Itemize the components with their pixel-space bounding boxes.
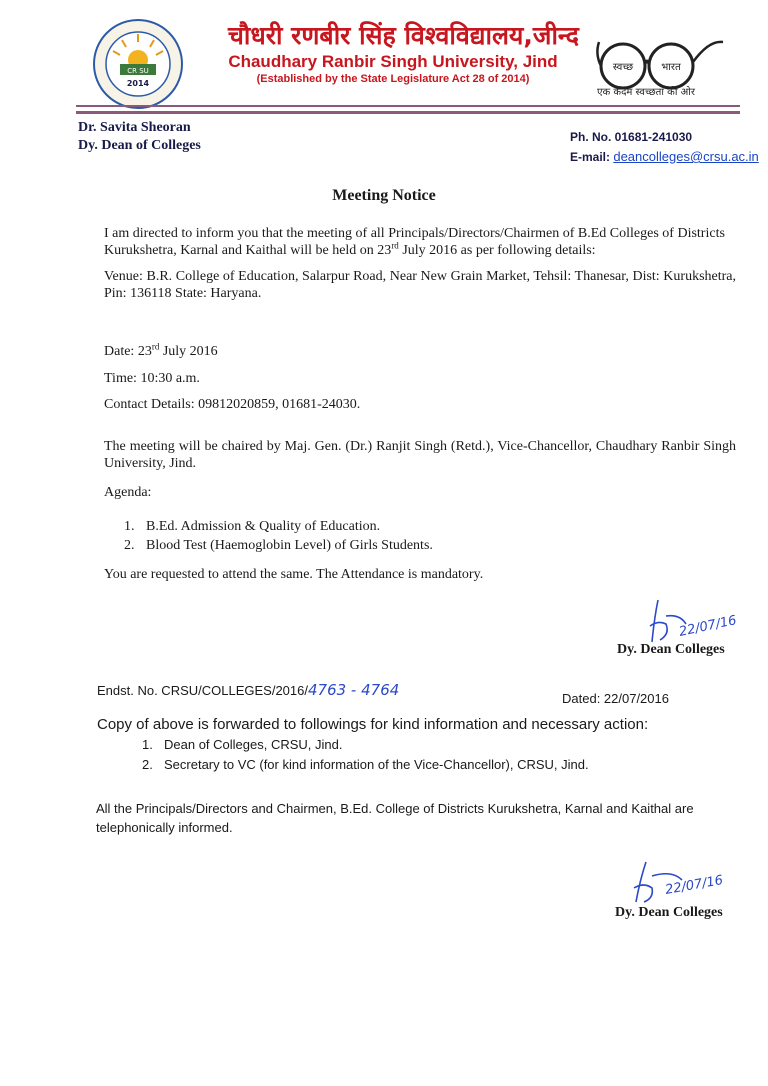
signatory-label-2: Dy. Dean Colleges [615, 905, 723, 920]
email-label: E-mail: [570, 150, 614, 164]
copy-recipient: 1. Dean of Colleges, CRSU, Jind. [142, 737, 343, 752]
swachh-tagline: एक कदम स्वच्छता की ओर [597, 87, 695, 98]
university-emblem-logo [92, 18, 184, 110]
emblem-year: 2014 [126, 79, 150, 88]
notice-title: Meeting Notice [332, 187, 436, 204]
chair-paragraph: The meeting will be chaired by Maj. Gen. (Dr.) Ranjit Singh (Retd.), Vice-Chancellor, Chaudhary Ranbir Singh University, Jind. [104, 439, 736, 471]
sender-name: Dr. Savita Sheoran [78, 120, 191, 135]
sender-designation: Dy. Dean of Colleges [78, 138, 201, 153]
contact-details: Contact Details: 09812020859, 01681-24030. [104, 397, 361, 412]
header-rule-bottom [76, 111, 740, 114]
agenda-item: 1. B.Ed. Admission & Quality of Education. [124, 519, 381, 534]
email-line [570, 147, 759, 167]
signatory-label: Dy. Dean Colleges [617, 642, 725, 657]
signature-mark-2 [622, 858, 752, 908]
intro-paragraph: I am directed to inform you that the meeting of all Principals/Directors/Chairmen of B.Ed Colleges of Districts Kurukshetra, Karnal and Kaithal will be held on 23rd July 2016 as per following details: [104, 226, 725, 258]
email-link[interactable]: deancolleges@crsu.ac.in [613, 149, 759, 164]
university-established: (Established by the State Legislature Act 28 of 2014) [256, 73, 530, 85]
copy-recipient: 2. Secretary to VC (for kind information of the Vice-Chancellor), CRSU, Jind. [142, 757, 589, 772]
endorsement-number: Endst. No. CRSU/COLLEGES/2016/4763 - 4764 [97, 681, 400, 699]
venue-paragraph: Venue: B.R. College of Education, Salarpur Road, Near New Grain Market, Tehsil: Thanesar, Dist: Kurukshetra, Pin: 136118 State: Haryana. [104, 269, 736, 301]
endorsement-handwritten-number: 4763 - 4764 [307, 681, 400, 699]
agenda-item: 2. Blood Test (Haemoglobin Level) of Girls Students. [124, 538, 433, 553]
endorsement-date: Dated: 22/07/2016 [562, 691, 669, 706]
sender-block [78, 119, 201, 155]
university-name-english: Chaudhary Ranbir Singh University, Jind [228, 52, 558, 71]
copy-intro: Copy of above is forwarded to followings for kind information and necessary action: [97, 716, 649, 733]
agenda-label: Agenda: [104, 485, 152, 500]
university-name-hindi: चौधरी रणबीर सिंह विश्वविद्यालय,जीन्द [228, 21, 579, 50]
swachh-right-label: भारत [661, 62, 681, 73]
contact-block [570, 128, 759, 167]
emblem-initials: CR SU [127, 67, 149, 75]
telephonic-note: All the Principals/Directors and Chairmen, B.Ed. College of Districts Kurukshetra, Karnal and Kaithal are telephonically informed. [96, 801, 694, 835]
attendance-request: You are requested to attend the same. The Attendance is mandatory. [104, 567, 484, 582]
meeting-time: Time: 10:30 a.m. [104, 371, 200, 386]
signature-date: 22/07/16 [677, 613, 738, 640]
meeting-date: Date: 23rd July 2016 [104, 341, 218, 359]
signature-date-2: 22/07/16 [664, 873, 725, 898]
phone-number: Ph. No. 01681-241030 [570, 130, 693, 144]
swachh-left-label: स्वच्छ [612, 62, 634, 73]
header-rule-top [76, 105, 740, 107]
signature-mark [640, 596, 752, 648]
